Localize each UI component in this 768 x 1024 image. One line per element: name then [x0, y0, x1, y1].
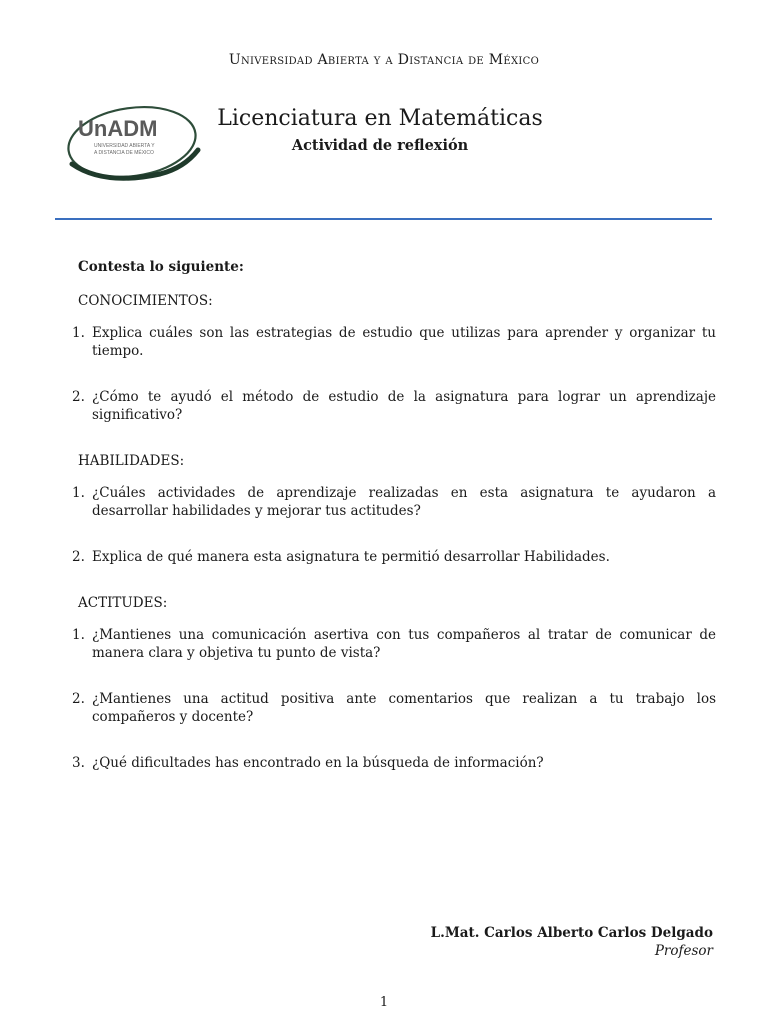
header-divider	[55, 218, 712, 220]
question-item: 2. ¿Cómo te ayudó el método de estudio de la asignatura para lograr un aprendizaje significativo?	[72, 389, 716, 423]
page-number: 1	[379, 995, 389, 1010]
document-subtitle: Actividad de reflexión	[291, 137, 469, 154]
document-body	[72, 258, 716, 800]
question-item: 1. Explica cuáles son las estrategias de estudio que utilizas para aprender y organizar tu tiempo.	[72, 325, 716, 359]
question-item: 2. Explica de qué manera esta asignatura te permitió desarrollar Habilidades.	[72, 549, 610, 565]
university-name: Universidad Abierta y a Distancia de México	[228, 52, 540, 68]
svg-text:UnADM: UnADM	[78, 116, 158, 141]
question-item: 1. ¿Cuáles actividades de aprendizaje realizadas en esta asignatura te ayudaron a desarrollar habilidades y mejorar tus actitudes?	[72, 485, 716, 519]
section-heading-actitudes: ACTITUDES:	[78, 595, 168, 611]
unadm-logo	[64, 104, 204, 182]
question-list-habilidades	[72, 484, 716, 566]
document-title: Licenciatura en Matemáticas	[217, 106, 543, 131]
instructions: Contesta lo siguiente:	[78, 259, 244, 275]
svg-text:UNIVERSIDAD ABIERTA Y: UNIVERSIDAD ABIERTA Y	[94, 143, 155, 149]
professor-role: Profesor	[654, 943, 713, 959]
section-heading-habilidades: HABILIDADES:	[78, 453, 185, 469]
question-item: 2. ¿Mantienes una actitud positiva ante comentarios que realizan a tu trabajo los compañeros y docente?	[72, 691, 716, 725]
question-item: 3. ¿Qué dificultades has encontrado en la búsqueda de información?	[72, 755, 544, 771]
question-list-conocimientos	[72, 324, 716, 424]
professor-name: L.Mat. Carlos Alberto Carlos Delgado	[430, 925, 713, 941]
svg-text:A DISTANCIA DE MÉXICO: A DISTANCIA DE MÉXICO	[94, 150, 154, 156]
question-item: 1. ¿Mantienes una comunicación asertiva con tus compañeros al tratar de comunicar de manera clara y objetiva tu punto de vista?	[72, 627, 716, 661]
signature-block	[431, 924, 713, 960]
section-heading-conocimientos: CONOCIMIENTOS:	[78, 293, 213, 309]
question-list-actitudes	[72, 626, 716, 772]
